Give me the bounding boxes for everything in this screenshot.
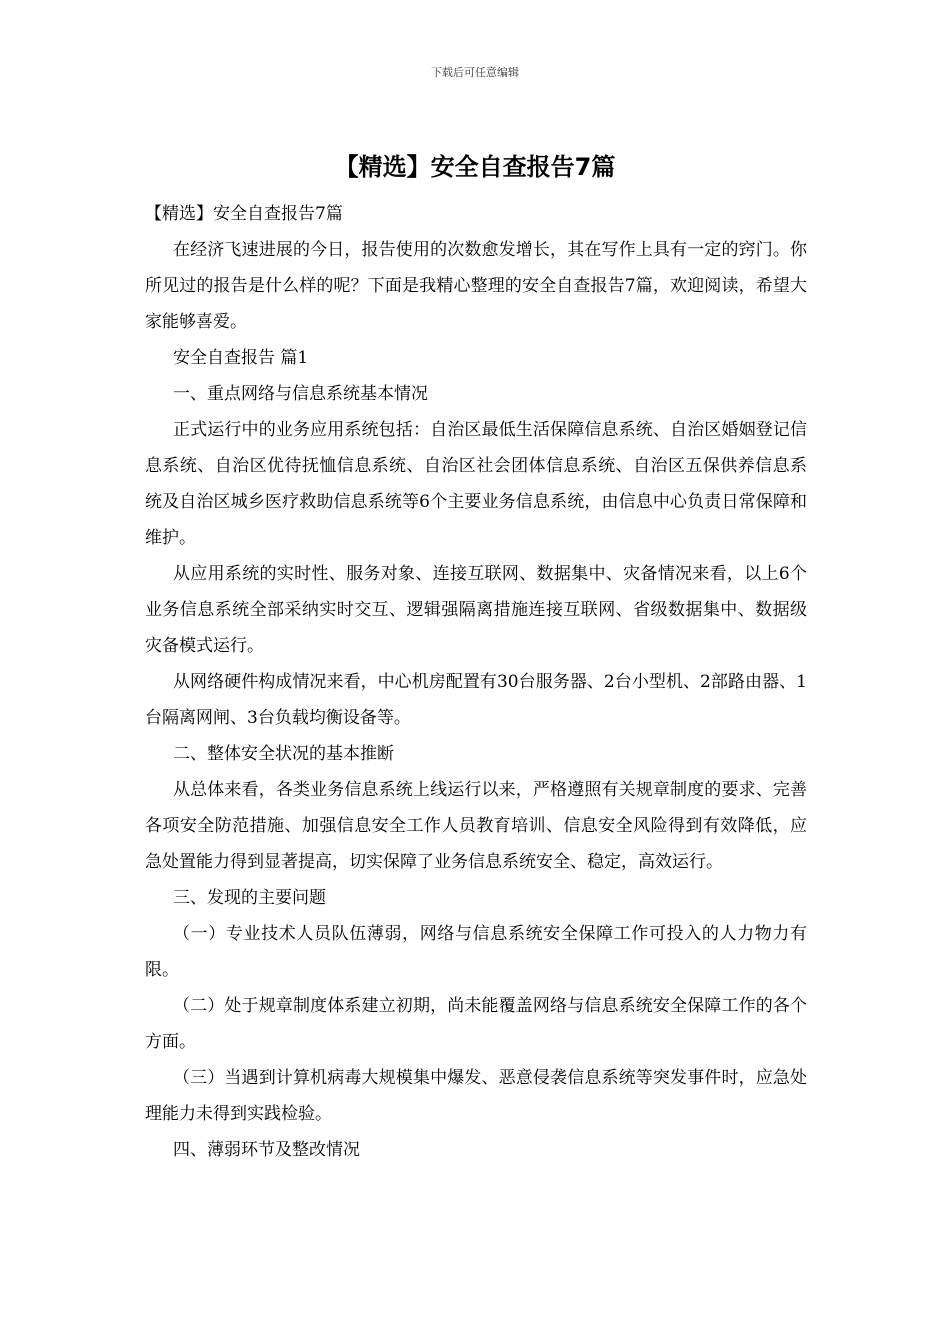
subtitle-paragraph: 【精选】安全自查报告7篇 bbox=[145, 204, 343, 224]
intro-paragraph: 在经济飞速进展的今日，报告使用的次数愈发增长，其在写作上具有一定的窍门。你所见过的报告是什么样的呢？下面是我精心整理的安全自查报告7篇，欢迎阅读，希望大家能够喜爱。 bbox=[145, 240, 807, 332]
body-paragraph: 从应用系统的实时性、服务对象、连接互联网、数据集中、灾备情况来看，以上6个业务信息系统全部采纳实时交互、逻辑强隔离措施连接互联网、省级数据集中、数据级灾备模式运行。 bbox=[145, 564, 807, 656]
page-header-note: 下载后可任意编辑 bbox=[431, 66, 519, 79]
section-heading-2: 二、整体安全状况的基本推断 bbox=[173, 744, 394, 764]
document-title: 【精选】安全自查报告7篇 bbox=[334, 153, 616, 181]
section-heading-part1: 安全自查报告 篇1 bbox=[173, 348, 309, 368]
body-paragraph: 从网络硬件构成情况来看，中心机房配置有30台服务器、2台小型机、2部路由器、1台隔离网闸、3台负载均衡设备等。 bbox=[145, 672, 807, 728]
list-item-problem: （一）专业技术人员队伍薄弱，网络与信息系统安全保障工作可投入的人力物力有限。 bbox=[145, 924, 807, 980]
document-body bbox=[145, 196, 807, 1168]
body-paragraph: 正式运行中的业务应用系统包括：自治区最低生活保障信息系统、自治区婚姻登记信息系统、自治区优待抚恤信息系统、自治区社会团体信息系统、自治区五保供养信息系统及自治区城乡医疗救助信息系统等6个主要业务信息系统，由信息中心负责日常保障和维护。 bbox=[145, 420, 807, 548]
body-paragraph: 从总体来看，各类业务信息系统上线运行以来，严格遵照有关规章制度的要求、完善各项安全防范措施、加强信息安全工作人员教育培训、信息安全风险得到有效降低，应急处置能力得到显著提高，切实保障了业务信息系统安全、稳定，高效运行。 bbox=[145, 780, 807, 872]
section-heading-4: 四、薄弱环节及整改情况 bbox=[173, 1140, 360, 1160]
list-item-problem: （三）当遇到计算机病毒大规模集中爆发、恶意侵袭信息系统等突发事件时，应急处理能力未得到实践检验。 bbox=[145, 1068, 807, 1124]
section-heading-1: 一、重点网络与信息系统基本情况 bbox=[173, 384, 428, 404]
list-item-problem: （二）处于规章制度体系建立初期，尚未能覆盖网络与信息系统安全保障工作的各个方面。 bbox=[145, 996, 807, 1052]
section-heading-3: 三、发现的主要问题 bbox=[173, 888, 326, 908]
